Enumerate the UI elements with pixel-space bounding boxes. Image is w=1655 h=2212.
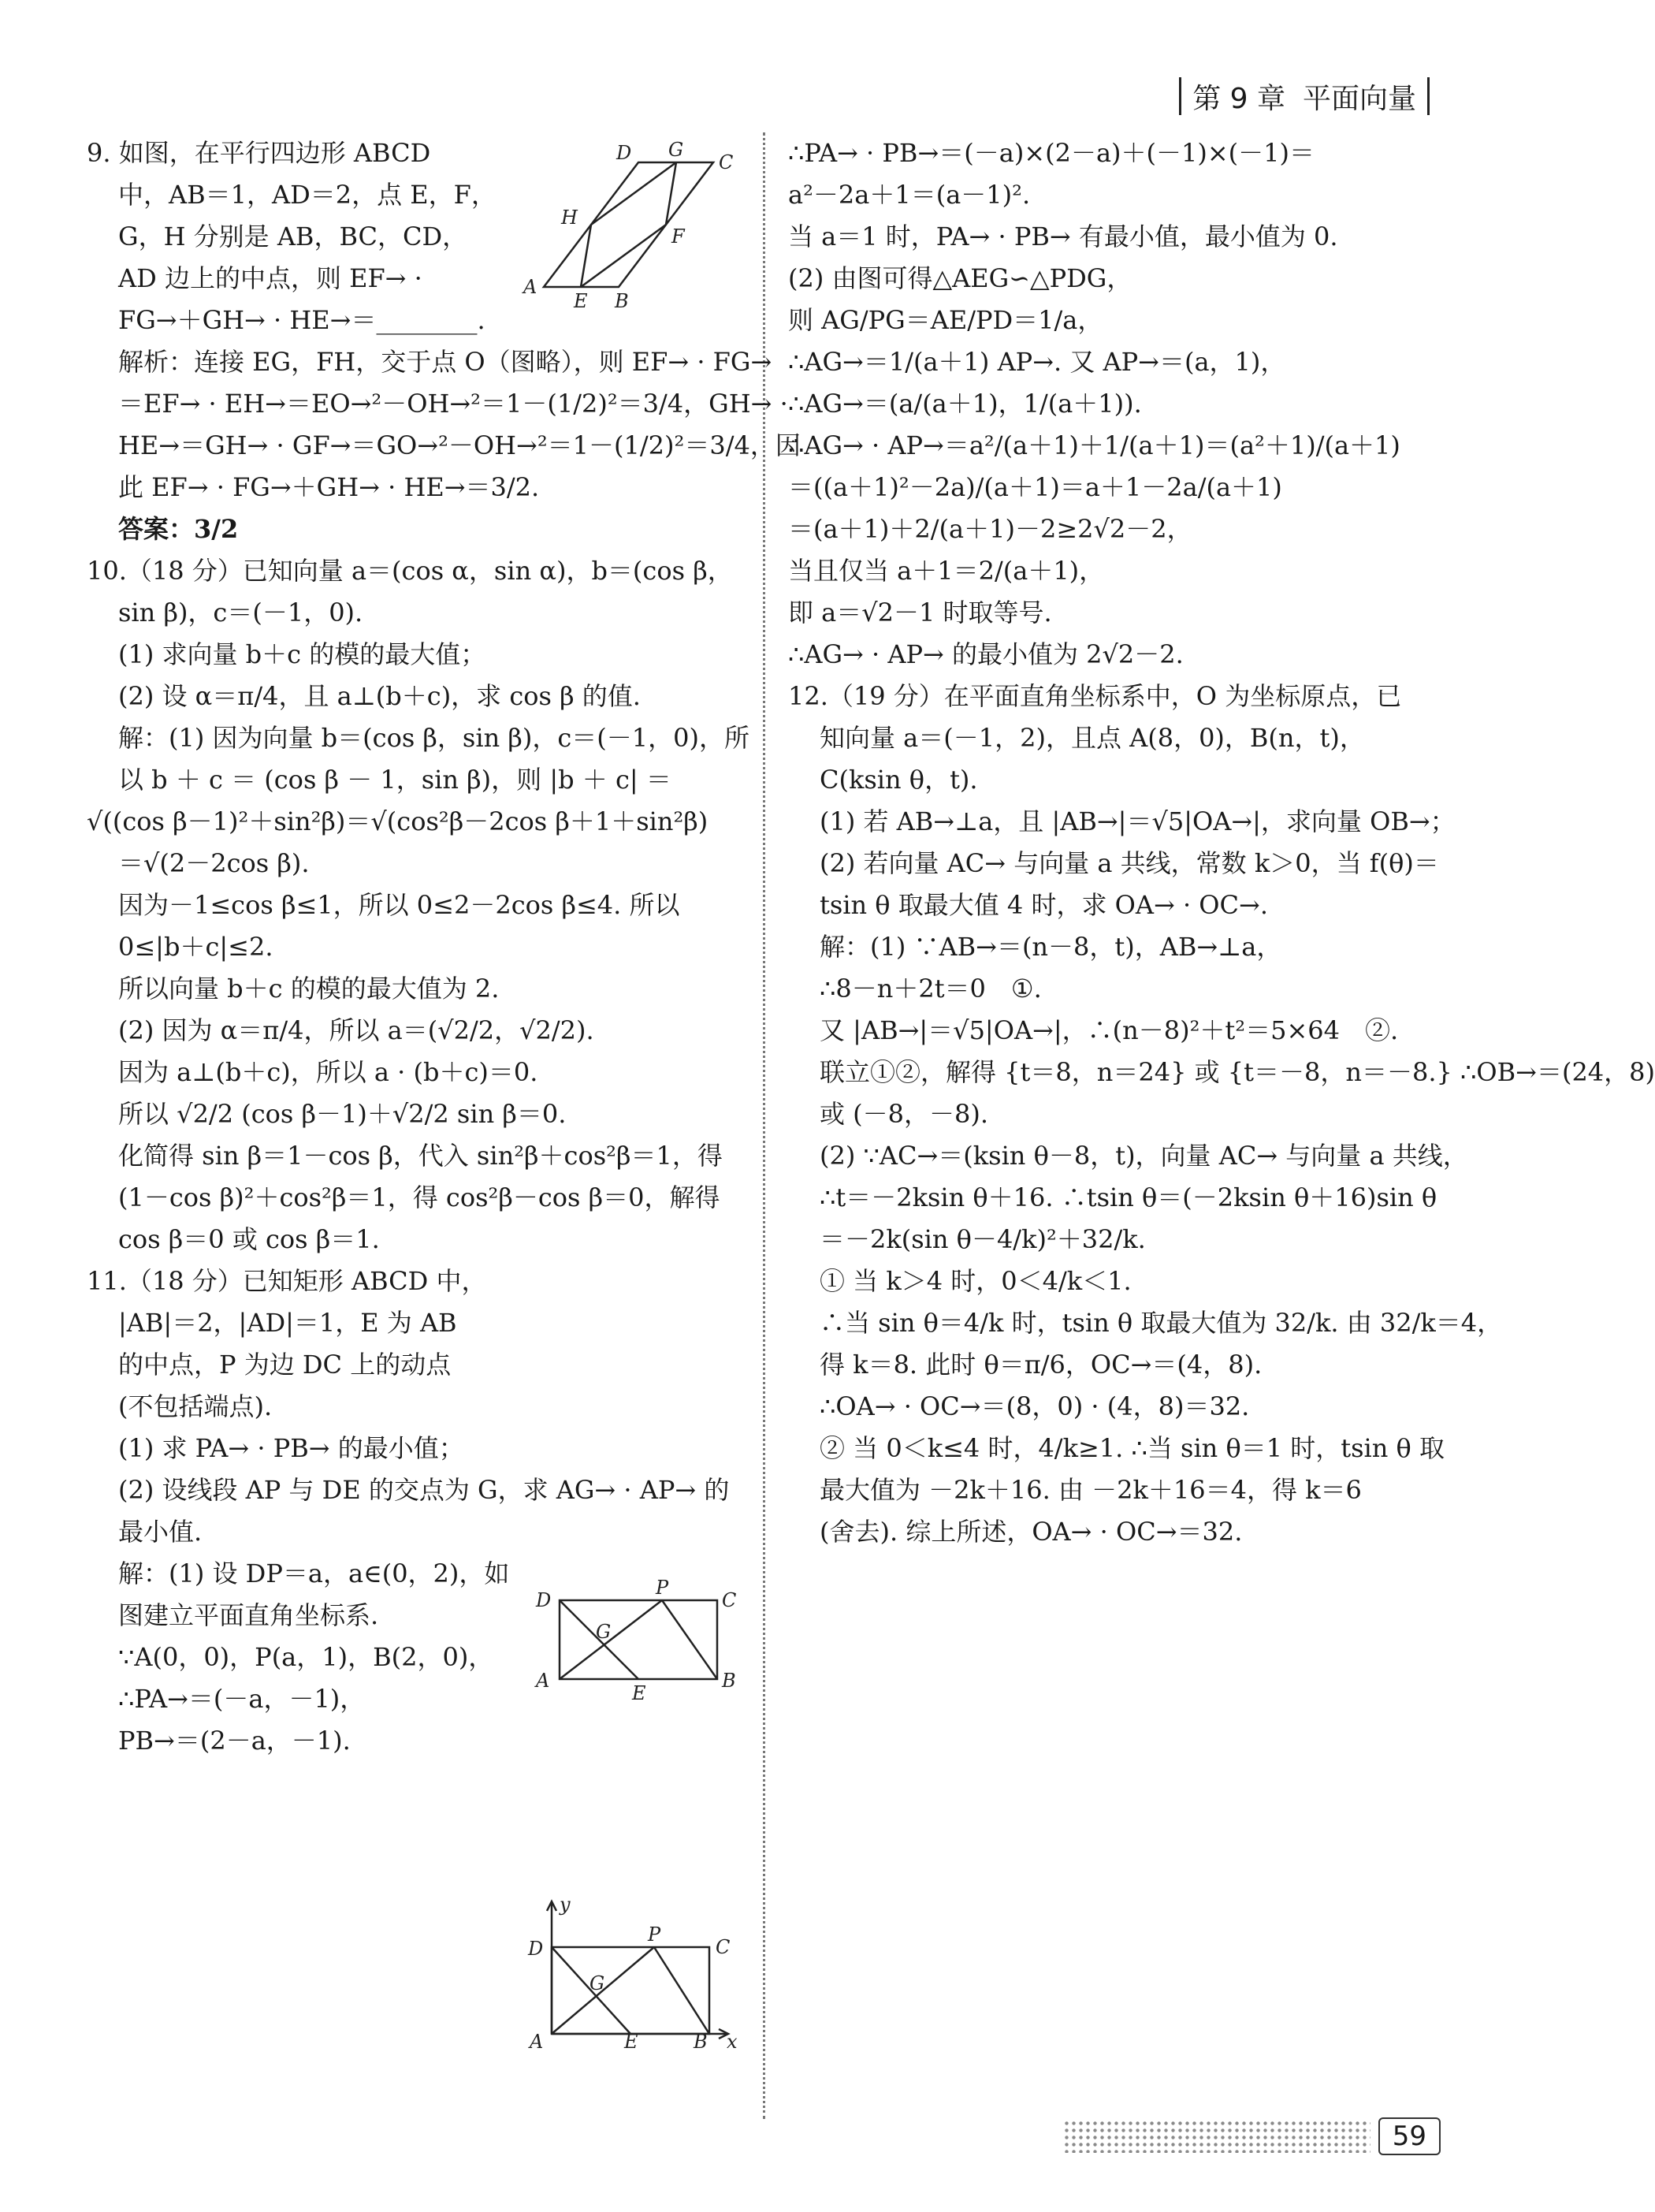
text-line: 的中点，P 为边 DC 上的动点 (118, 1350, 452, 1380)
text-line: 知向量 a＝(－1，2)，且点 A(8，0)，B(n，t)， (820, 723, 1365, 753)
label-a: A (536, 1670, 550, 1692)
text-line: 12.（19 分）在平面直角坐标系中，O 为坐标原点，已 (788, 681, 1402, 711)
text-line: 所以 √2/2 (cos β－1)＋√2/2 sin β＝0. (118, 1099, 567, 1129)
text-line: 联立①②，解得 {t＝8，n＝24} 或 {t＝－8，n＝－8.} ∴OB→＝(24，8) (820, 1057, 1655, 1087)
text-line: G，H 分别是 AB，BC，CD， (118, 222, 468, 251)
right-column (788, 132, 1655, 1553)
label-p: P (648, 1923, 661, 1946)
text-line: (2) 设线段 AP 与 DE 的交点为 G，求 AG→ · AP→ 的 (118, 1475, 730, 1505)
label-b: B (722, 1670, 736, 1692)
text-line: 因为－1≤cos β≤1，所以 0≤2－2cos β≤4. 所以 (118, 890, 680, 920)
label-e: E (624, 2031, 638, 2053)
label-e: E (574, 290, 588, 312)
text-line: 解：(1) ∵AB→＝(n－8，t)，AB→⊥a， (820, 932, 1282, 962)
text-line: ∴PA→ · PB→＝(－a)×(2－a)＋(－1)×(－1)＝ (788, 138, 1315, 168)
text-line: (2) 由图可得△AEG∽△PDG， (788, 263, 1132, 293)
text-line: (舍去). 综上所述，OA→ · OC→＝32. (820, 1517, 1243, 1547)
text-line: 所以向量 b＋c 的模的最大值为 2. (118, 974, 500, 1004)
text-line: 因为 a⊥(b＋c)，所以 a · (b＋c)＝0. (118, 1057, 538, 1087)
text-line: HE→＝GH→ · GF→＝GO→²－OH→²＝1－(1/2)²＝3/4，因 (118, 430, 801, 460)
chapter-title: 平面向量 (1302, 82, 1416, 115)
text-line: ∴OA→ · OC→＝(8，0) · (4，8)＝32. (820, 1391, 1250, 1421)
text-line: 9. 如图，在平行四边形 ABCD (87, 138, 431, 168)
text-line: ① 当 k＞4 时，0＜4/k＜1. (820, 1266, 1132, 1296)
text-line: (1－cos β)²＋cos²β＝1，得 cos²β－cos β＝0，解得 (118, 1182, 720, 1212)
text-line: ② 当 0＜k≤4 时，4/k≥1. ∴当 sin θ＝1 时，tsin θ 取 (820, 1433, 1445, 1463)
text-line: (2) 因为 α＝π/4，所以 a＝(√2/2，√2/2). (118, 1015, 594, 1045)
text-line: (不包括端点). (118, 1391, 273, 1421)
label-g: G (668, 139, 684, 161)
text-line: tsin θ 取最大值 4 时，求 OA→ · OC→. (820, 890, 1268, 920)
left-column (87, 132, 801, 1762)
text-line: ∴PA→＝(－a，－1)， (118, 1684, 366, 1714)
text-line: ∴AG→ · AP→＝a²/(a＋1)＋1/(a＋1)＝(a²＋1)/(a＋1) (788, 430, 1400, 460)
text-line: √((cos β－1)²＋sin²β)＝√(cos²β－2cos β＋1＋sin²β) (87, 806, 708, 836)
text-line: 以 b ＋ c ＝ (cos β － 1，sin β)，则 |b ＋ c| ＝ (118, 765, 671, 795)
text-line: (2) 若向量 AC→ 与向量 a 共线，常数 k＞0，当 f(θ)＝ (820, 848, 1439, 878)
text-line: (2) 设 α＝π/4，且 a⊥(b＋c)，求 cos β 的值. (118, 681, 641, 711)
label-g: G (596, 1621, 612, 1643)
text-line: FG→＋GH→ · HE→＝________. (118, 305, 485, 335)
label-e: E (632, 1682, 646, 1704)
text-line: 解：(1) 因为向量 b＝(cos β，sin β)，c＝(－1，0)，所 (118, 723, 749, 753)
text-line: cos β＝0 或 cos β＝1. (118, 1224, 380, 1254)
rectangle-figure (528, 1577, 741, 1703)
text-line: 最大值为 －2k＋16. 由 －2k＋16＝4，得 k＝6 (820, 1475, 1362, 1505)
text-line: (2) ∵AC→＝(ksin θ－8，t)，向量 AC→ 与向量 a 共线， (820, 1141, 1468, 1171)
text-line: 0≤|b＋c|≤2. (118, 932, 273, 962)
text-line: C(ksin θ，t). (820, 765, 978, 795)
label-d: D (536, 1589, 552, 1611)
label-b: B (615, 290, 629, 312)
label-c: C (719, 151, 734, 173)
label-h: H (561, 207, 578, 229)
text-line: 即 a＝√2－1 时取等号. (788, 598, 1052, 627)
text-line: ∴当 sin θ＝4/k 时，tsin θ 取最大值为 32/k. 由 32/k＝4， (820, 1308, 1503, 1338)
label-c: C (722, 1589, 737, 1611)
text-line: 中，AB＝1，AD＝2，点 E，F， (118, 180, 496, 210)
text-line: 得 k＝8. 此时 θ＝π/6，OC→＝(4，8). (820, 1350, 1263, 1380)
text-line: 或 (－8，－8). (820, 1099, 989, 1129)
label-a: A (530, 2031, 544, 2053)
dot-pattern (1063, 2120, 1370, 2153)
text-line: 解：(1) 设 DP＝a，a∈(0，2)，如 (118, 1558, 510, 1588)
label-f: F (671, 225, 685, 248)
label-b: B (694, 2031, 708, 2053)
text-line: 解析：连接 EG，FH，交于点 O（图略），则 EF→ · FG→ (118, 347, 772, 377)
text-line: (1) 求 PA→ · PB→ 的最小值； (118, 1433, 464, 1463)
text-line: AD 边上的中点，则 EF→ · (118, 263, 422, 293)
text-line: ＝EF→ · EH→＝EO→²－OH→²＝1－(1/2)²＝3/4，GH→ · (118, 389, 788, 419)
text-line: ∴t＝－2ksin θ＋16. ∴tsin θ＝(－2ksin θ＋16)sin θ (820, 1182, 1437, 1212)
answer-line: 答案：3/2 (118, 514, 239, 544)
text-line: 图建立平面直角坐标系. (118, 1600, 379, 1630)
text-line: 10.（18 分）已知向量 a＝(cos α，sin α)，b＝(cos β， (87, 556, 733, 586)
label-g: G (589, 1972, 605, 1994)
label-d: D (528, 1938, 544, 1960)
parallelogram-figure (512, 139, 741, 312)
label-x: x (727, 2031, 738, 2053)
text-line: PB→＝(2－a，－1). (118, 1726, 351, 1756)
text-line: 则 AG/PG＝AE/PD＝1/a， (788, 305, 1103, 335)
text-line: 化简得 sin β＝1－cos β，代入 sin²β＋cos²β＝1，得 (118, 1141, 723, 1171)
label-a: A (523, 276, 537, 298)
text-line: ∴AG→＝(a/(a＋1)，1/(a＋1)). (788, 389, 1142, 419)
text-line: ∴AG→＝1/(a＋1) AP→. 又 AP→＝(a，1)， (788, 347, 1286, 377)
coordinate-rectangle-figure (520, 1892, 741, 2053)
label-d: D (616, 142, 632, 164)
text-line: ＝－2k(sin θ－4/k)²＋32/k. (820, 1224, 1146, 1254)
text-line: 最小值. (118, 1517, 203, 1547)
text-line: 11.（18 分）已知矩形 ABCD 中， (87, 1266, 487, 1296)
text-line: ＝(a＋1)＋2/(a＋1)－2≥2√2－2， (788, 514, 1192, 544)
chapter-label: 第 9 章 (1192, 82, 1285, 115)
text-line: 又 |AB→|＝√5|OA→|，∴(n－8)²＋t²＝5×64 ②. (820, 1015, 1399, 1045)
page-footer (1063, 2117, 1441, 2155)
text-line: ∴AG→ · AP→ 的最小值为 2√2－2. (788, 639, 1184, 669)
text-line: (1) 若 AB→⊥a，且 |AB→|＝√5|OA→|，求向量 OB→； (820, 806, 1456, 836)
text-line: 此 EF→ · FG→＋GH→ · HE→＝3/2. (118, 472, 540, 502)
label-c: C (716, 1936, 731, 1958)
text-line: ＝√(2－2cos β). (118, 848, 310, 878)
text-line: |AB|＝2，|AD|＝1，E 为 AB (118, 1308, 457, 1338)
text-line: 当且仅当 a＋1＝2/(a＋1)， (788, 556, 1105, 586)
text-line: 当 a＝1 时，PA→ · PB→ 有最小值，最小值为 0. (788, 222, 1338, 251)
text-line: sin β)，c＝(－1，0). (118, 598, 363, 627)
header-bar-left (1179, 77, 1181, 115)
page-number: 59 (1378, 2117, 1441, 2155)
text-line: (1) 求向量 b＋c 的模的最大值； (118, 639, 486, 669)
label-y: y (560, 1894, 571, 1916)
text-line: ＝((a＋1)²－2a)/(a＋1)＝a＋1－2a/(a＋1) (788, 472, 1282, 502)
header-bar-right (1427, 77, 1430, 115)
text-line: ∵A(0，0)，P(a，1)，B(2，0)， (118, 1642, 494, 1672)
page-header (1168, 73, 1441, 120)
text-line: a²－2a＋1＝(a－1)². (788, 180, 1031, 210)
text-line: ∴8－n＋2t＝0 ①. (820, 974, 1042, 1004)
label-p: P (656, 1577, 669, 1599)
